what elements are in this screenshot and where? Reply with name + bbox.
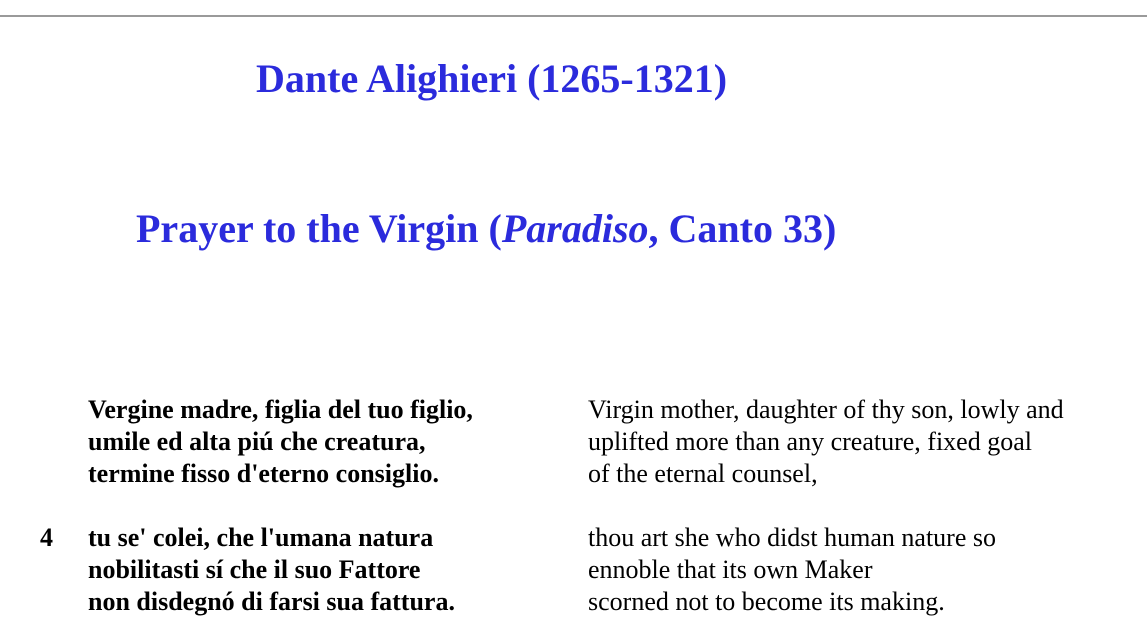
line-number: 4 [40,523,53,552]
italian-line: tu se' colei, che l'umana natura [88,523,434,552]
italian-line: nobilitasti sí che il suo Fattore [88,555,421,584]
italian-line: umile ed alta piú che creatura, [88,427,426,456]
poem-title-prefix: Prayer to the Virgin ( [136,206,502,251]
author-heading: Dante Alighieri (1265-1321) [256,56,728,101]
english-line: uplifted more than any creature, fixed goal [588,427,1032,456]
italian-line: termine fisso d'eterno consiglio. [88,459,439,488]
english-line: scorned not to become its making. [588,587,945,616]
top-horizontal-rule [0,15,1147,17]
poem-title [136,205,836,253]
italian-line: non disdegnó di farsi sua fattura. [88,587,455,616]
english-line: ennoble that its own Maker [588,555,873,584]
english-line: Virgin mother, daughter of thy son, lowly and [588,395,1064,424]
poem-title-work: Paradiso [501,206,649,251]
english-line: of the eternal counsel, [588,459,818,488]
english-line: thou art she who didst human nature so [588,523,996,552]
poem-title-suffix: , Canto 33) [648,206,837,251]
italian-line: Vergine madre, figlia del tuo figlio, [88,395,473,424]
